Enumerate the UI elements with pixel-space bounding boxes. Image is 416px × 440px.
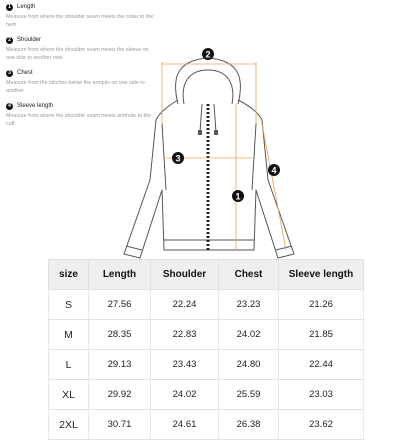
- table-row: [49, 350, 364, 380]
- legend-item-length: [6, 2, 156, 29]
- chest-cell: 23.23: [219, 290, 279, 320]
- chest-cell: 25.59: [219, 380, 279, 410]
- length-cell: 29.13: [89, 350, 151, 380]
- marker-1: [232, 190, 244, 202]
- table-row: [49, 290, 364, 320]
- shoulder-cell: 22.83: [151, 320, 219, 350]
- column-header-chest: Chest: [219, 260, 279, 290]
- sleeve-length-cell: 23.62: [279, 410, 364, 440]
- legend-title: Sleeve length: [17, 103, 54, 109]
- marker-1-icon: 1: [6, 4, 13, 11]
- marker-4: [268, 164, 280, 176]
- marker-2: [202, 48, 214, 60]
- shoulder-cell: 24.61: [151, 410, 219, 440]
- svg-text:1: 1: [235, 191, 241, 202]
- size-chart-table: [48, 259, 364, 440]
- table-row: [49, 380, 364, 410]
- column-header-sleeve-length: Sleeve length: [279, 260, 364, 290]
- chest-cell: 26.38: [219, 410, 279, 440]
- sleeve-length-cell: 22.44: [279, 350, 364, 380]
- marker-2-icon: 2: [6, 37, 13, 44]
- marker-4-icon: 4: [6, 103, 13, 110]
- size-cell: XL: [49, 380, 89, 410]
- legend-description: Measure from the stitches below the armpits on one side to another: [6, 80, 145, 94]
- shoulder-cell: 22.24: [151, 290, 219, 320]
- legend-title: Chest: [17, 70, 33, 76]
- column-header-length: Length: [89, 260, 151, 290]
- legend-description: Measure from where the shoulder seam meets the collar to the hem.: [6, 14, 154, 28]
- marker-3: [172, 152, 184, 164]
- sleeve-length-cell: 21.85: [279, 320, 364, 350]
- chest-cell: 24.02: [219, 320, 279, 350]
- table-row: [49, 410, 364, 440]
- shoulder-cell: 23.43: [151, 350, 219, 380]
- size-cell: L: [49, 350, 89, 380]
- length-cell: 29.92: [89, 380, 151, 410]
- legend-title: Length: [17, 4, 36, 10]
- marker-3-icon: 3: [6, 70, 13, 77]
- size-cell: S: [49, 290, 89, 320]
- hoodie-measurement-diagram: [110, 40, 310, 262]
- sleeve-length-cell: 21.26: [279, 290, 364, 320]
- length-cell: 30.71: [89, 410, 151, 440]
- svg-text:4: 4: [271, 165, 277, 176]
- sleeve-length-cell: 23.03: [279, 380, 364, 410]
- svg-text:2: 2: [205, 49, 211, 60]
- table-header-row: [49, 260, 364, 290]
- length-cell: 28.35: [89, 320, 151, 350]
- legend-description: Measure from where the shoulder seam meets armhole to the cuff: [6, 113, 151, 127]
- legend-description: Measure from where the shoulder seam meets the sleeve on one side to another side: [6, 47, 149, 61]
- chest-cell: 24.80: [219, 350, 279, 380]
- legend-title: Shoulder: [17, 37, 42, 43]
- column-header-shoulder: Shoulder: [151, 260, 219, 290]
- column-header-size: size: [49, 260, 89, 290]
- size-cell: 2XL: [49, 410, 89, 440]
- svg-text:3: 3: [175, 153, 181, 164]
- shoulder-cell: 24.02: [151, 380, 219, 410]
- table-row: [49, 320, 364, 350]
- length-cell: 27.56: [89, 290, 151, 320]
- size-cell: M: [49, 320, 89, 350]
